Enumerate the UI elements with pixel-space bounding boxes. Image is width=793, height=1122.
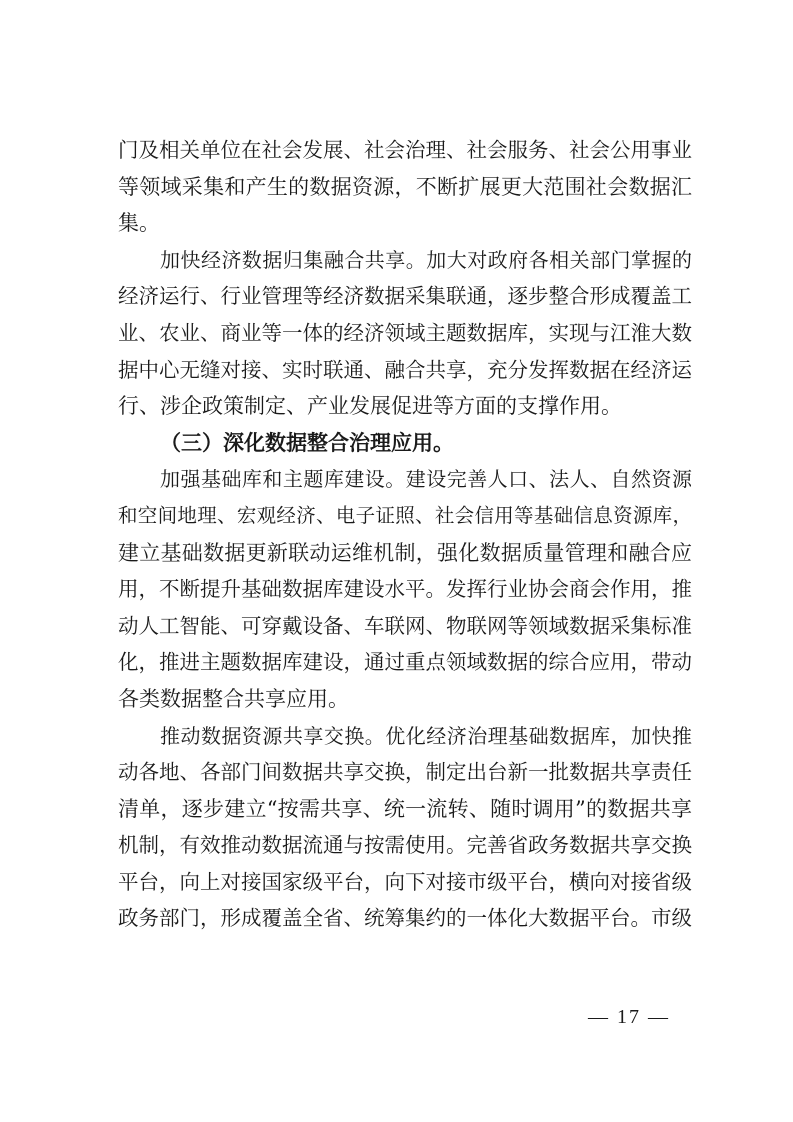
text-line: 门及相关单位在社会发展、社会治理、社会服务、社会公用事业: [118, 138, 692, 162]
text-line: 加快经济数据归集融合共享。加大对政府各相关部门掌握的: [160, 247, 692, 272]
text-line: 据中心无缝对接、实时联通、融合共享，充分发挥数据在经济运: [118, 357, 692, 382]
text-line: 清单，逐步建立“按需共享、统一流转、随时调用”的数据共享: [118, 796, 692, 821]
section-heading: （三）深化数据整合治理应用。: [160, 430, 454, 455]
text-line: 建立基础数据更新联动运维机制，强化数据质量管理和融合应: [118, 540, 692, 565]
text-line: 经济运行、行业管理等经济数据采集联通，逐步整合形成覆盖工: [118, 284, 692, 309]
text-line: 平台，向上对接国家级平台，向下对接市级平台，横向对接省级: [118, 869, 692, 894]
document-body: [118, 132, 692, 937]
text-line: 用，不断提升基础数据库建设水平。发挥行业协会商会作用，推: [118, 577, 692, 602]
text-line: 和空间地理、宏观经济、电子证照、社会信用等基础信息资源库，: [118, 503, 692, 527]
text-line: 政务部门，形成覆盖全省、统筹集约的一体化大数据平台。市级: [118, 906, 692, 931]
text-line: 化，推进主题数据库建设，通过重点领域数据的综合应用，带动: [118, 650, 692, 675]
text-line: 行、涉企政策制定、产业发展促进等方面的支撑作用。: [118, 394, 622, 419]
text-line: 等领域采集和产生的数据资源，不断扩展更大范围社会数据汇: [118, 174, 692, 199]
text-line: 机制，有效推动数据流通与按需使用。完善省政务数据共享交换: [118, 833, 692, 858]
text-line: 集。: [118, 211, 160, 236]
text-line: 各类数据整合共享应用。: [118, 686, 349, 711]
page-number: — 17 —: [588, 1006, 670, 1028]
text-line: 动各地、各部门间数据共享交换，制定出台新一批数据共享责任: [118, 760, 692, 785]
text-line: 动人工智能、可穿戴设备、车联网、物联网等领域数据采集标准: [118, 613, 692, 638]
text-line: 加强基础库和主题库建设。建设完善人口、法人、自然资源: [160, 467, 692, 492]
text-line: 业、农业、商业等一体的经济领域主题数据库，实现与江淮大数: [118, 320, 692, 345]
text-line: 推动数据资源共享交换。优化经济治理基础数据库，加快推: [160, 723, 692, 748]
